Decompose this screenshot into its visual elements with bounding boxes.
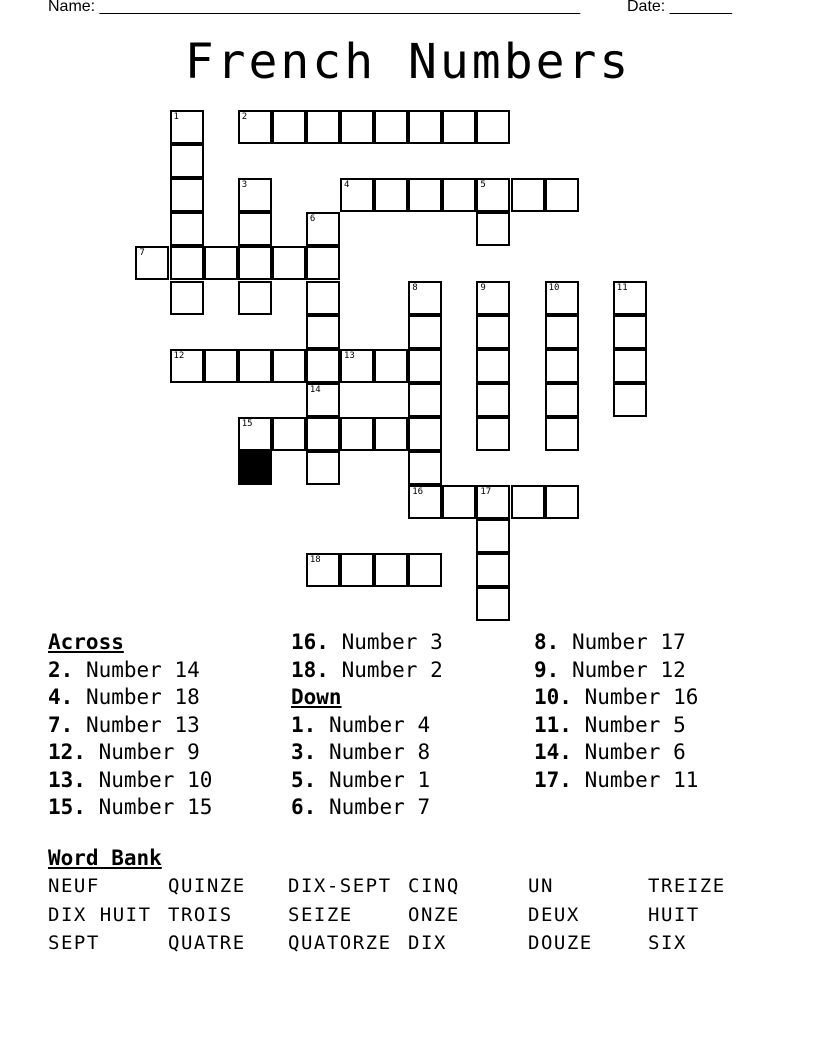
clue-number: 1 xyxy=(173,112,179,122)
crossword-cell[interactable] xyxy=(511,178,545,212)
crossword-cell[interactable] xyxy=(272,110,306,144)
clue-item-text: Number 14 xyxy=(85,657,200,682)
clue-item xyxy=(48,657,212,685)
crossword-cell[interactable] xyxy=(306,110,340,144)
crossword-cell[interactable] xyxy=(408,281,442,315)
crossword-cell[interactable] xyxy=(306,315,340,349)
date-field-label: Date: _______ xyxy=(627,0,732,15)
crossword-cell[interactable] xyxy=(476,383,510,417)
clue-item-text: Number 9 xyxy=(98,740,200,764)
clue-item xyxy=(291,712,443,740)
word-bank-title: Word Bank xyxy=(48,846,162,870)
clue-column-3 xyxy=(534,629,698,794)
word-bank-word: DIX HUIT xyxy=(48,903,152,926)
crossword-cell[interactable] xyxy=(476,281,510,315)
crossword-cell[interactable] xyxy=(238,417,272,451)
page-title: French Numbers xyxy=(184,34,632,90)
clue-item-text: Number 7 xyxy=(328,795,431,819)
clue-item xyxy=(291,657,443,685)
clue-item-text: Number 8 xyxy=(328,740,431,764)
clue-number: 7 xyxy=(139,248,145,259)
crossword-cell[interactable] xyxy=(476,178,510,212)
word-bank-word: DIX xyxy=(408,932,447,954)
clue-item xyxy=(291,767,443,795)
crossword-cell[interactable] xyxy=(238,212,272,246)
crossword-cell[interactable] xyxy=(442,110,476,144)
word-bank-word: NEUF xyxy=(48,875,100,897)
clue-item-text: Number 13 xyxy=(85,712,200,737)
crossword-cell[interactable] xyxy=(306,281,340,315)
clue-item-text: Number 12 xyxy=(571,657,686,682)
across-clue-list-continued xyxy=(291,629,443,684)
word-bank-word: SEPT xyxy=(48,932,100,954)
crossword-cell[interactable] xyxy=(340,553,374,587)
crossword-cell[interactable] xyxy=(613,349,647,383)
word-bank-row xyxy=(48,902,768,931)
clue-number: 14 xyxy=(309,384,321,395)
crossword-cell[interactable] xyxy=(476,110,510,144)
word-bank-word: ONZE xyxy=(408,903,460,926)
down-heading: Down xyxy=(291,685,342,709)
clue-item-text: Number 11 xyxy=(584,767,699,792)
crossword-cell[interactable] xyxy=(613,315,647,349)
clue-item xyxy=(48,767,212,795)
crossword-cell[interactable] xyxy=(408,178,442,212)
crossword-cell[interactable] xyxy=(374,553,408,587)
clue-column-1 xyxy=(48,629,212,822)
clue-item-number: 1. xyxy=(291,712,317,737)
clue-number: 10 xyxy=(548,282,560,293)
crossword-cell[interactable] xyxy=(476,315,510,349)
clue-item-number: 4. xyxy=(48,685,74,709)
crossword-cell[interactable] xyxy=(545,349,579,383)
clue-item xyxy=(48,794,212,822)
crossword-cell[interactable] xyxy=(272,246,306,280)
crossword-cell[interactable] xyxy=(135,246,169,280)
word-bank-row xyxy=(48,930,768,959)
crossword-cell[interactable] xyxy=(238,349,272,383)
crossword-cell[interactable] xyxy=(306,417,340,451)
clue-item xyxy=(291,794,443,822)
crossword-cell[interactable] xyxy=(613,281,647,315)
crossword-cell[interactable] xyxy=(204,246,238,280)
down-clue-list xyxy=(291,712,443,822)
crossword-cell[interactable] xyxy=(170,110,204,144)
crossword-cell[interactable] xyxy=(476,212,510,246)
word-bank-word: TROIS xyxy=(168,903,233,926)
crossword-cell[interactable] xyxy=(408,553,442,587)
clue-item-number: 17. xyxy=(534,767,572,792)
clue-item xyxy=(534,739,698,767)
crossword-cell[interactable] xyxy=(170,144,204,178)
clue-number: 3 xyxy=(241,180,248,191)
word-bank-word: SEIZE xyxy=(288,903,353,926)
word-bank-word: HUIT xyxy=(648,903,700,926)
crossword-cell[interactable] xyxy=(306,212,340,246)
clue-item-text: Number 4 xyxy=(328,712,431,737)
crossword-cell[interactable] xyxy=(408,383,442,417)
clue-number: 17 xyxy=(480,487,492,498)
crossword-cell[interactable] xyxy=(476,519,510,553)
crossword-cell[interactable] xyxy=(476,587,510,621)
clue-item xyxy=(48,684,212,712)
word-bank-word: SIX xyxy=(648,932,687,954)
crossword-cell[interactable] xyxy=(408,110,442,144)
clue-item-text: Number 3 xyxy=(341,630,443,654)
clue-item-number: 12. xyxy=(48,740,86,764)
clue-number: 4 xyxy=(344,180,350,191)
clue-number: 11 xyxy=(616,282,628,293)
clue-item-text: Number 17 xyxy=(571,630,686,654)
crossword-cell[interactable] xyxy=(170,349,204,383)
clue-number: 9 xyxy=(480,282,486,293)
word-bank-row xyxy=(48,873,768,902)
across-heading: Across xyxy=(48,630,124,654)
crossword-cell[interactable] xyxy=(204,349,238,383)
crossword-cell[interactable] xyxy=(306,246,340,280)
clue-item xyxy=(48,739,212,767)
crossword-cell[interactable] xyxy=(442,178,476,212)
clue-item-number: 16. xyxy=(291,630,329,654)
clue-item xyxy=(534,657,698,685)
crossword-cell[interactable] xyxy=(340,349,374,383)
clue-number: 13 xyxy=(344,350,355,361)
clue-item-number: 7. xyxy=(48,712,74,737)
clue-number: 5 xyxy=(480,180,486,191)
word-bank-word: UN xyxy=(528,875,554,897)
word-bank-word: QUATRE xyxy=(168,932,246,954)
crossword-cell[interactable] xyxy=(476,485,510,519)
crossword-cell[interactable] xyxy=(613,383,647,417)
clue-item-number: 6. xyxy=(291,795,317,819)
clue-number: 2 xyxy=(241,112,248,122)
crossword-cell[interactable] xyxy=(306,553,340,587)
clue-number: 12 xyxy=(173,350,185,361)
crossword-cell[interactable] xyxy=(170,178,204,212)
crossword-cell[interactable] xyxy=(545,417,579,451)
crossword-cell[interactable] xyxy=(545,281,579,315)
word-bank xyxy=(48,873,768,959)
crossword-cell[interactable] xyxy=(272,349,306,383)
across-clue-list xyxy=(48,657,212,822)
clue-item-text: Number 16 xyxy=(584,685,699,709)
word-bank-word: CINQ xyxy=(408,875,460,897)
crossword-cell[interactable] xyxy=(306,383,340,417)
clue-item-number: 9. xyxy=(534,657,560,682)
crossword-cell[interactable] xyxy=(408,451,442,485)
crossword-cell[interactable] xyxy=(238,246,272,280)
crossword-cell[interactable] xyxy=(408,485,442,519)
crossword-cell[interactable] xyxy=(340,417,374,451)
crossword-cell[interactable] xyxy=(408,315,442,349)
crossword-cell[interactable] xyxy=(238,178,272,212)
clue-item-number: 11. xyxy=(534,712,572,737)
clue-item xyxy=(534,767,698,795)
crossword-cell[interactable] xyxy=(442,485,476,519)
clue-number: 15 xyxy=(241,418,253,429)
clue-item-number: 5. xyxy=(291,767,317,792)
crossword-cell[interactable] xyxy=(272,417,306,451)
clue-item-number: 13. xyxy=(48,767,86,792)
clue-item xyxy=(291,629,443,657)
clue-item xyxy=(48,712,212,740)
clue-item-text: Number 18 xyxy=(85,685,200,709)
clue-number: 16 xyxy=(412,487,424,498)
down-clue-list-continued xyxy=(534,629,698,794)
word-bank-word: DEUX xyxy=(528,903,580,926)
word-bank-word: DIX-SEPT xyxy=(288,875,392,897)
clue-number: 18 xyxy=(309,555,321,566)
crossword-cell[interactable] xyxy=(340,110,374,144)
clue-number: 6 xyxy=(309,214,316,225)
clue-item-text: Number 2 xyxy=(341,657,443,682)
crossword-cell[interactable] xyxy=(170,281,204,315)
clue-item-number: 18. xyxy=(291,657,329,682)
crossword-cell[interactable] xyxy=(238,110,272,144)
clue-item-number: 2. xyxy=(48,657,74,682)
clue-item xyxy=(291,739,443,767)
clue-item-text: Number 1 xyxy=(328,767,431,792)
clue-item-number: 8. xyxy=(534,630,560,654)
crossword-cell[interactable] xyxy=(170,212,204,246)
word-bank-word: QUINZE xyxy=(168,875,246,897)
clue-item xyxy=(534,629,698,657)
crossword-cell[interactable] xyxy=(408,349,442,383)
crossword-cell[interactable] xyxy=(306,451,340,485)
crossword-cell[interactable] xyxy=(545,383,579,417)
clue-item-text: Number 5 xyxy=(584,712,686,737)
crossword-cell[interactable] xyxy=(340,178,374,212)
clue-item-number: 10. xyxy=(534,685,572,709)
word-bank-word: DOUZE xyxy=(528,932,593,954)
crossword-cell[interactable] xyxy=(306,349,340,383)
crossword-cell[interactable] xyxy=(476,349,510,383)
crossword-cell[interactable] xyxy=(511,485,545,519)
crossword-cell[interactable] xyxy=(545,315,579,349)
clue-item-number: 15. xyxy=(48,795,86,819)
clue-item-text: Number 10 xyxy=(98,767,213,792)
word-bank-word: QUATORZE xyxy=(288,932,392,954)
crossword-cell[interactable] xyxy=(545,178,579,212)
crossword-block xyxy=(238,451,272,485)
clue-column-2 xyxy=(291,629,443,822)
crossword-cell[interactable] xyxy=(374,349,408,383)
clue-item-number: 3. xyxy=(291,740,317,764)
clue-item xyxy=(534,712,698,740)
clue-number: 8 xyxy=(412,282,418,293)
crossword-cell[interactable] xyxy=(476,417,510,451)
clue-item-text: Number 6 xyxy=(584,740,686,764)
crossword-cell[interactable] xyxy=(545,485,579,519)
crossword-cell[interactable] xyxy=(408,417,442,451)
crossword-cell[interactable] xyxy=(238,281,272,315)
crossword-cell[interactable] xyxy=(170,246,204,280)
crossword-cell[interactable] xyxy=(476,553,510,587)
clue-item-text: Number 15 xyxy=(98,795,213,819)
name-field-label: Name: ______________________________________________________ xyxy=(48,0,581,15)
clue-item-number: 14. xyxy=(534,740,572,764)
crossword-cell[interactable] xyxy=(374,178,408,212)
word-bank-word: TREIZE xyxy=(648,875,726,897)
clue-item xyxy=(534,684,698,712)
crossword-cell[interactable] xyxy=(374,417,408,451)
crossword-cell[interactable] xyxy=(374,110,408,144)
